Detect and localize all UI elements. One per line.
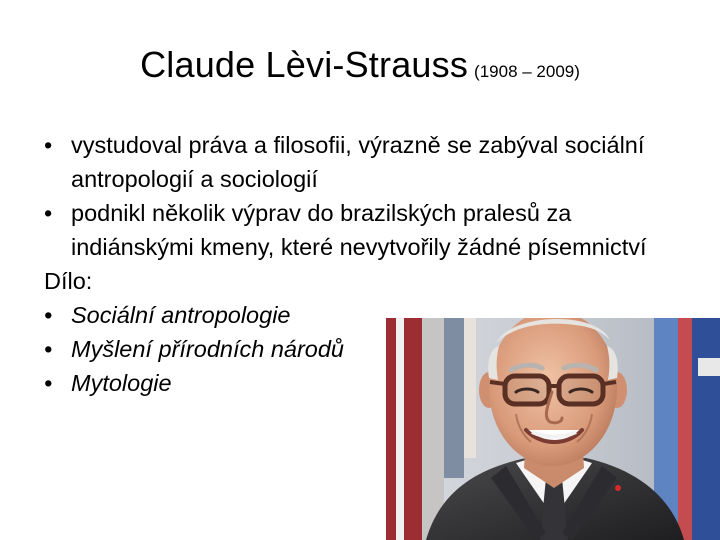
slide-title bbox=[0, 44, 720, 86]
works-heading: Dílo: bbox=[44, 268, 93, 294]
title-dates: (1908 – 2009) bbox=[474, 62, 580, 81]
slide-body bbox=[44, 128, 694, 400]
work-item: • Mytologie bbox=[44, 366, 694, 400]
work-item: • Sociální antropologie bbox=[44, 298, 694, 332]
work-item: • Myšlení přírodních národů bbox=[44, 332, 694, 366]
title-name: Claude Lèvi-Strauss bbox=[140, 44, 469, 85]
bullet-item: • vystudoval práva a filosofii, výrazně se zabýval sociální antropologií a sociologií bbox=[44, 128, 694, 196]
bullet-item: • podnikl několik výprav do brazilských pralesů za indiánskými kmeny, které nevytvořily žádné písemnictví bbox=[44, 196, 694, 264]
